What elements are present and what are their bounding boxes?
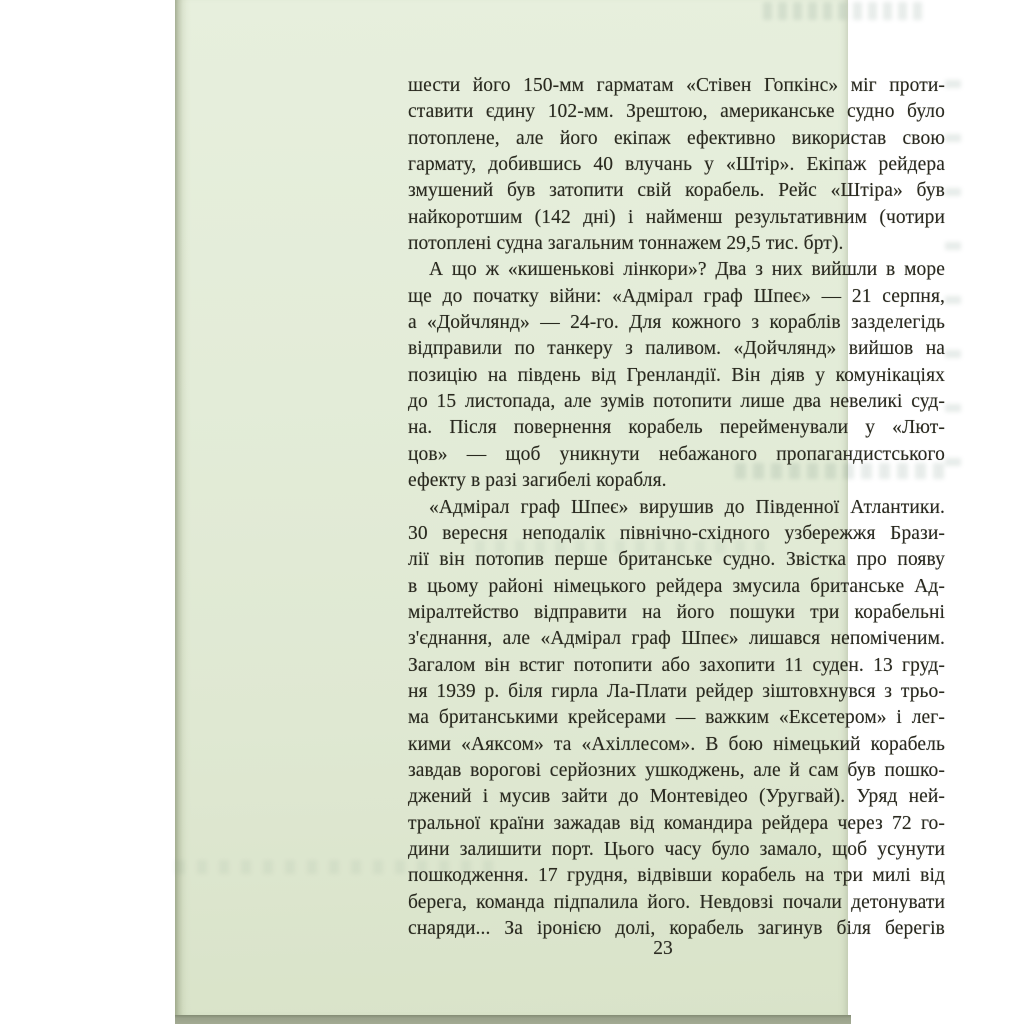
- text-line: відправили по танкеру з паливом. «Дойчлянд» вийшов на: [408, 338, 945, 360]
- text-line: 30 вересня неподалік північно-східного узбережжя Брази-: [408, 522, 945, 544]
- text-line: потоплене, але його екіпаж ефективно використав свою: [408, 127, 945, 149]
- text-line: шести його 150-мм гарматам «Стівен Гопкінс» міг проти-: [408, 75, 945, 96]
- text-line: лії він потопив перше британське судно. Звістка про появу: [408, 549, 945, 571]
- text-line: ма британськими крейсерами — важким «Ексетером» і лег-: [408, 707, 945, 729]
- text-line: ефекту в разі загибелі корабля.: [408, 470, 667, 492]
- text-line: ня 1939 р. біля гирла Ла-Плати рейдер зіштовхнувся з трьо-: [408, 680, 945, 702]
- paragraph: [408, 257, 945, 494]
- text-line: на. Після повернення корабель перейменували у «Лют-: [408, 417, 945, 439]
- text-line: цов» — щоб уникнути небажаного пропагандистського: [408, 443, 945, 465]
- bleed-through-artifact: [763, 2, 928, 20]
- paragraph: [408, 73, 945, 257]
- text-line: позицію на південь від Гренландії. Він діяв у комунікаціях: [408, 364, 945, 386]
- text-line: Загалом він встиг потопити або захопити 11 суден. 13 груд-: [408, 654, 945, 676]
- text-line: ще до початку війни: «Адмірал граф Шпеє» — 21 серпня,: [408, 285, 945, 307]
- paragraph: [408, 495, 945, 943]
- text-line: ставити єдину 102-мм. Зрештою, американське судно було: [408, 101, 945, 123]
- text-line: міралтейство відправити на його пошуки три корабельні: [408, 601, 945, 623]
- text-line: з'єднання, але «Адмірал граф Шпеє» лишався непоміченим.: [408, 628, 945, 650]
- bleed-through-artifact: [945, 80, 961, 500]
- text-line: найкоротшим (142 дні) і найменш результативним (чотири: [408, 206, 945, 228]
- text-line: завдав ворогові серйозних ушкоджень, але й сам був пошко-: [408, 759, 945, 781]
- text-line: а «Дойчлянд» — 24-го. Для кожного з кораблів зазделегідь: [408, 312, 945, 334]
- text-line: пошкодження. 17 грудня, відвівши корабель на три милі від: [408, 865, 945, 887]
- text-line: в цьому районі німецького рейдера змусила британське Ад-: [408, 575, 945, 597]
- page-text: [408, 73, 945, 942]
- text-line: джений і мусив зайти до Монтевідео (Уругвай). Уряд ней-: [408, 786, 945, 808]
- text-line: гармату, добившись 40 влучань у «Штір». Екіпаж рейдера: [408, 154, 945, 176]
- book-page: [175, 0, 945, 1015]
- text-line: снаряди... За іронією долі, корабель загинув біля берегів: [408, 918, 945, 939]
- text-line: до 15 листопада, але зумів потопити лише два невеликі суд-: [408, 391, 945, 413]
- text-line: дини залишити порт. Цього часу було замало, щоб усунути: [408, 838, 945, 860]
- text-line: А що ж «кишенькові лінкори»? Два з них вийшли в море: [429, 259, 945, 281]
- text-line: «Адмірал граф Шпеє» вирушив до Південної Атлантики.: [429, 496, 945, 518]
- text-line: змушений був затопити свій корабель. Рейс «Штіра» був: [408, 180, 945, 202]
- text-line: потоплені судна загальним тоннажем 29,5 тис. брт).: [408, 233, 844, 255]
- book-bottom-edge: [175, 1015, 851, 1024]
- text-line: берега, команда підпалила його. Невдовзі почали детонувати: [408, 891, 945, 913]
- page-number: 23: [653, 938, 673, 959]
- text-line: тральної країни зажадав від командира рейдера через 72 го-: [408, 812, 945, 834]
- text-line: кими «Аяксом» та «Ахіллесом». В бою німецький корабель: [408, 733, 945, 755]
